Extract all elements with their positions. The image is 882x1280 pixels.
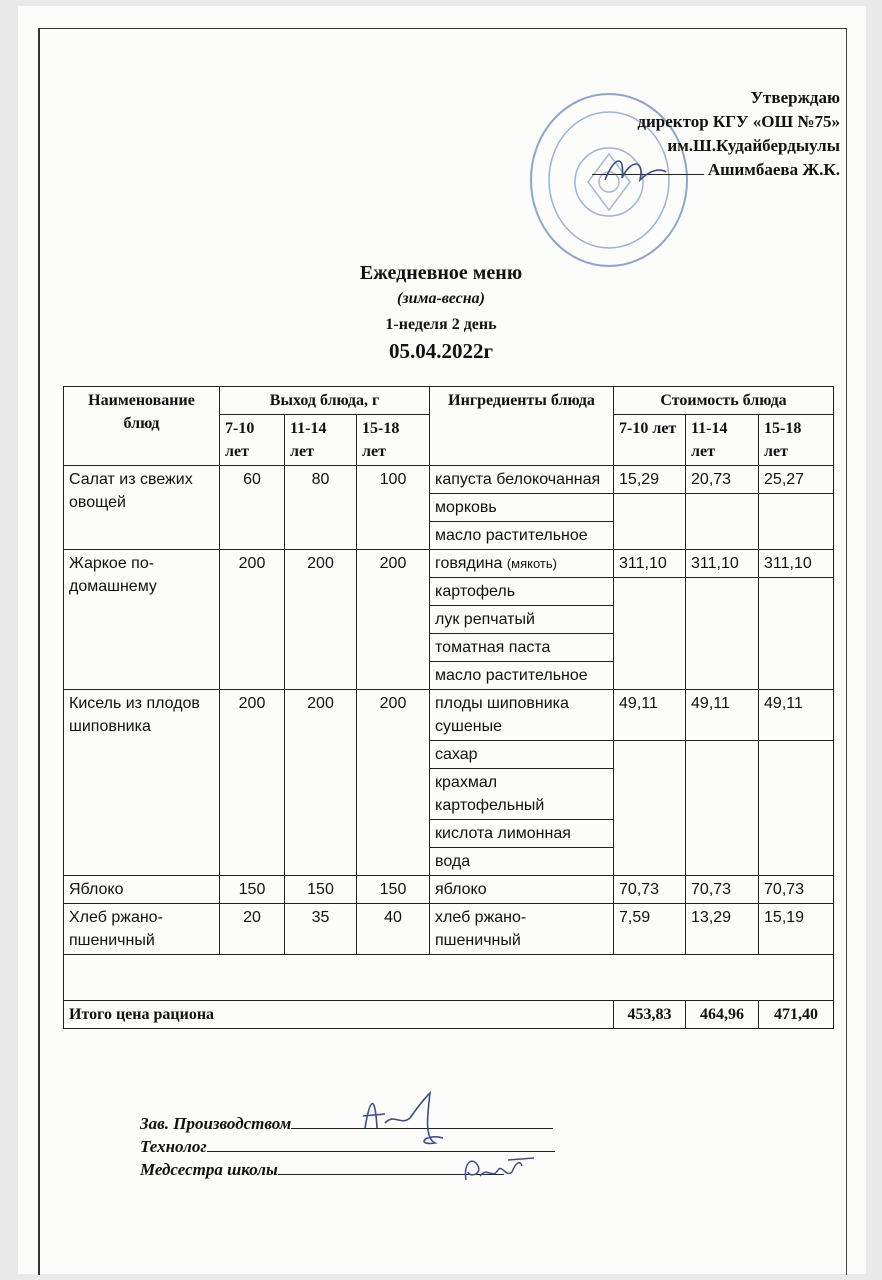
ingredient-note: (мякоть) (506, 556, 557, 571)
yield-value: 35 (285, 904, 357, 955)
total-row (64, 1001, 834, 1029)
ingredient: яблоко (430, 876, 614, 904)
table-row (64, 466, 834, 494)
yield-value: 200 (357, 690, 430, 876)
total-value: 471,40 (759, 1001, 834, 1029)
header-cost-age-15-18: 15-18 лет (759, 415, 834, 466)
cost-value: 15,19 (759, 904, 834, 955)
empty-cell (686, 578, 759, 690)
cost-value: 7,59 (614, 904, 686, 955)
ingredient: томатная паста (430, 634, 614, 662)
empty-cell (614, 741, 686, 876)
menu-season: (зима-весна) (397, 290, 485, 307)
yield-value: 200 (220, 690, 285, 876)
empty-cell (614, 578, 686, 690)
production-manager-label: Зав. Производством (140, 1114, 292, 1133)
dish-name: Яблоко (64, 876, 220, 904)
header-cost-age-11-14: 11-14 лет (686, 415, 759, 466)
dish-name: Хлеб ржано-пшеничный (64, 904, 220, 955)
empty-cell (614, 494, 686, 550)
approval-position: директор КГУ «ОШ №75» (637, 112, 840, 131)
empty-cell (759, 494, 834, 550)
technologist-label: Технолог (140, 1137, 207, 1156)
ingredient-name: говядина (435, 555, 503, 572)
header-yield-age-15-18: 15-18 лет (357, 415, 430, 466)
nurse-label: Медсестра школы (140, 1160, 278, 1179)
cost-value: 311,10 (759, 550, 834, 578)
yield-value: 200 (220, 550, 285, 690)
ingredient: морковь (430, 494, 614, 522)
table-header-row (64, 387, 834, 415)
table-empty-row (64, 955, 834, 1001)
header-cost: Стоимость блюда (614, 387, 834, 415)
ingredient: лук репчатый (430, 606, 614, 634)
ingredient: сахар (430, 741, 614, 769)
table-row (64, 550, 834, 578)
total-value: 453,83 (614, 1001, 686, 1029)
ingredient: масло растительное (430, 522, 614, 550)
cost-value: 13,29 (686, 904, 759, 955)
approval-title: Утверждаю (750, 88, 840, 107)
director-name: Ашимбаева Ж.К. (707, 160, 840, 179)
menu-title: Ежедневное меню (359, 262, 523, 284)
menu-week-day: 1-неделя 2 день (385, 316, 497, 333)
cost-value: 70,73 (686, 876, 759, 904)
dish-name: Салат из свежих овощей (64, 466, 220, 550)
empty-cell (759, 741, 834, 876)
table-row (64, 904, 834, 955)
cost-value: 70,73 (759, 876, 834, 904)
total-label: Итого цена рациона (64, 1001, 614, 1029)
menu-date: 05.04.2022г (388, 339, 494, 363)
cost-value: 70,73 (614, 876, 686, 904)
yield-value: 60 (220, 466, 285, 550)
yield-value: 20 (220, 904, 285, 955)
yield-value: 200 (285, 550, 357, 690)
yield-value: 200 (357, 550, 430, 690)
yield-value: 80 (285, 466, 357, 550)
yield-value: 150 (357, 876, 430, 904)
empty-cell (64, 955, 834, 1001)
empty-cell (686, 741, 759, 876)
table-row (64, 690, 834, 741)
yield-value: 150 (220, 876, 285, 904)
table-row (64, 876, 834, 904)
header-yield-age-11-14: 11-14 лет (285, 415, 357, 466)
ingredient: капуста белокочанная (430, 466, 614, 494)
yield-value: 200 (285, 690, 357, 876)
ingredient: масло растительное (430, 662, 614, 690)
ingredient: хлеб ржано-пшеничный (430, 904, 614, 955)
header-dish-name: Наименование блюд (64, 387, 220, 466)
cost-value: 49,11 (686, 690, 759, 741)
yield-value: 150 (285, 876, 357, 904)
cost-value: 25,27 (759, 466, 834, 494)
yield-value: 40 (357, 904, 430, 955)
yield-value: 100 (357, 466, 430, 550)
dish-name: Жаркое по-домашнему (64, 550, 220, 690)
ingredient: картофель (430, 578, 614, 606)
cost-value: 20,73 (686, 466, 759, 494)
header-yield-age-7-10: 7-10 лет (220, 415, 285, 466)
header-cost-age-7-10: 7-10 лет (614, 415, 686, 466)
cost-value: 49,11 (759, 690, 834, 741)
cost-value: 311,10 (614, 550, 686, 578)
header-yield: Выход блюда, г (220, 387, 430, 415)
ingredient (430, 550, 614, 578)
cost-value: 311,10 (686, 550, 759, 578)
ingredient: крахмал картофельный (430, 769, 614, 820)
cost-value: 49,11 (614, 690, 686, 741)
nurse-signature (458, 1152, 538, 1188)
production-manager-signature (355, 1088, 455, 1158)
ingredient: кислота лимонная (430, 820, 614, 848)
menu-table (63, 386, 834, 1029)
total-value: 464,96 (686, 1001, 759, 1029)
approval-school-name: им.Ш.Кудайбердыулы (667, 136, 840, 155)
cost-value: 15,29 (614, 466, 686, 494)
empty-cell (686, 494, 759, 550)
director-signature (600, 150, 670, 190)
production-manager-row (140, 1112, 555, 1135)
empty-cell (759, 578, 834, 690)
ingredient: плоды шиповника сушеные (430, 690, 614, 741)
ingredient: вода (430, 848, 614, 876)
dish-name: Кисель из плодов шиповника (64, 690, 220, 876)
header-ingredients: Ингредиенты блюда (430, 387, 614, 466)
